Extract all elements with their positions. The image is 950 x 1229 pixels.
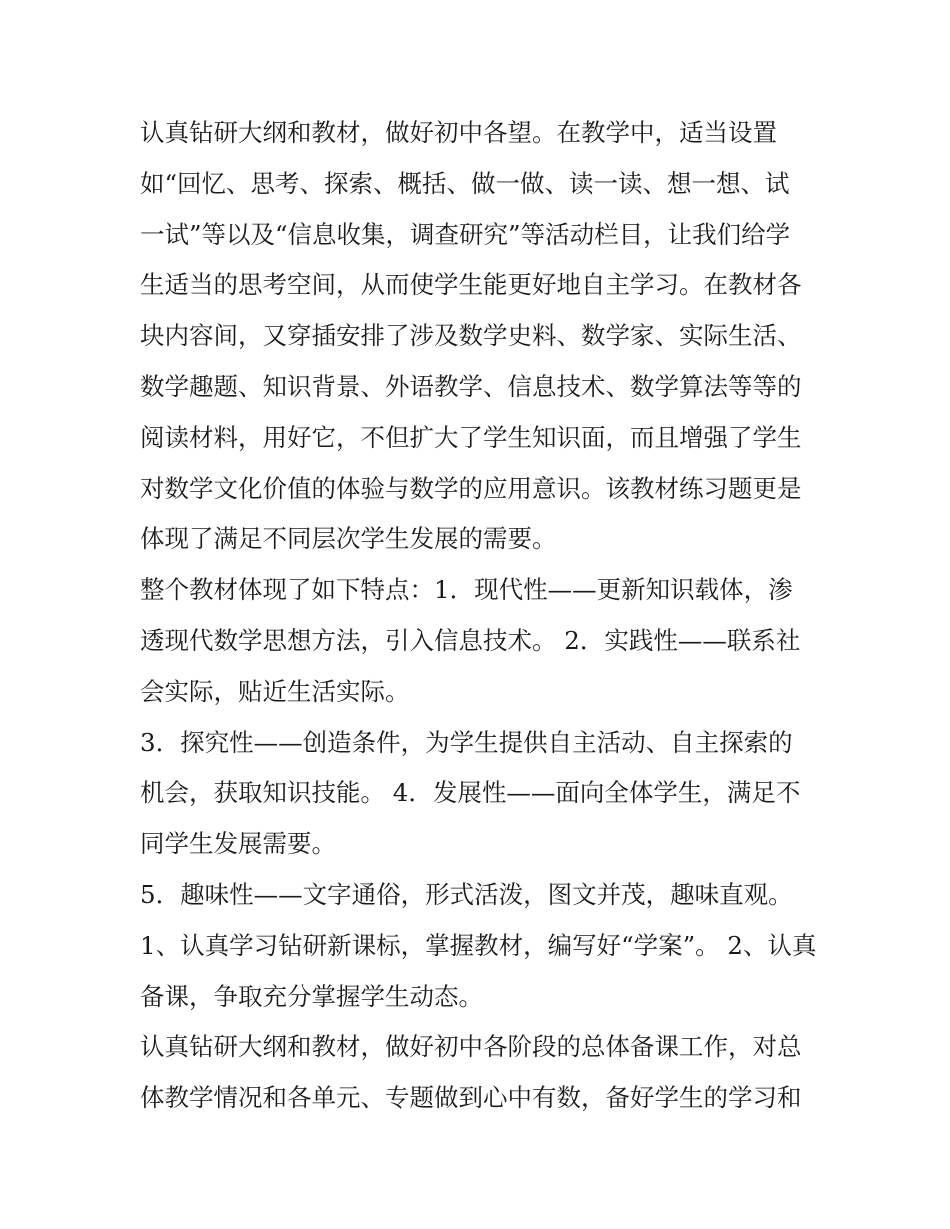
- text-line: 数学趣题、知识背景、外语教学、信息技术、数学算法等等的: [140, 371, 802, 401]
- text-line: 1、认真学习钻研新课标，掌握教材，编写好“学案”。 2、认真: [140, 930, 817, 960]
- text-line: 阅读材料，用好它，不但扩大了学生知识面，而且增强了学生: [140, 422, 802, 452]
- text-line: 机会，获取知识技能。 4．发展性——面向全体学生，满足不: [140, 778, 801, 808]
- text-line: 同学生发展需要。: [140, 829, 336, 859]
- text-line: 体现了满足不同层次学生发展的需要。: [140, 524, 557, 554]
- text-line: 会实际，贴近生活实际。: [140, 676, 410, 706]
- body-text: [140, 108, 820, 1124]
- text-line: 一试”等以及“信息收集，调查研究”等活动栏目，让我们给学: [140, 219, 791, 249]
- text-line: 备课，争取充分掌握学生动态。: [140, 981, 483, 1011]
- text-line: 3．探究性——创造条件，为学生提供自主活动、自主探索的: [140, 727, 793, 757]
- text-line: 透现代数学思想方法，引入信息技术。 2．实践性——联系社: [140, 625, 801, 655]
- text-line: 对数学文化价值的体验与数学的应用意识。该教材练习题更是: [140, 473, 802, 503]
- text-line: 体教学情况和各单元、专题做到心中有数，备好学生的学习和: [140, 1083, 802, 1113]
- text-line: 如“回忆、思考、探索、概括、做一做、读一读、想一想、试: [140, 168, 790, 198]
- text-line: 认真钻研大纲和教材，做好初中各阶段的总体备课工作，对总: [140, 1032, 802, 1062]
- text-line: 整个教材体现了如下特点：1．现代性——更新知识载体，渗: [140, 575, 793, 605]
- text-line: 生适当的思考空间，从而使学生能更好地自主学习。在教材各: [140, 270, 802, 300]
- text-line: 认真钻研大纲和教材，做好初中各望。在教学中，适当设置: [140, 118, 777, 147]
- text-line: 块内容间，又穿插安排了涉及数学史料、数学家、实际生活、: [140, 321, 802, 351]
- text-line: 5．趣味性——文字通俗，形式活泼，图文并茂，趣味直观。: [140, 879, 793, 909]
